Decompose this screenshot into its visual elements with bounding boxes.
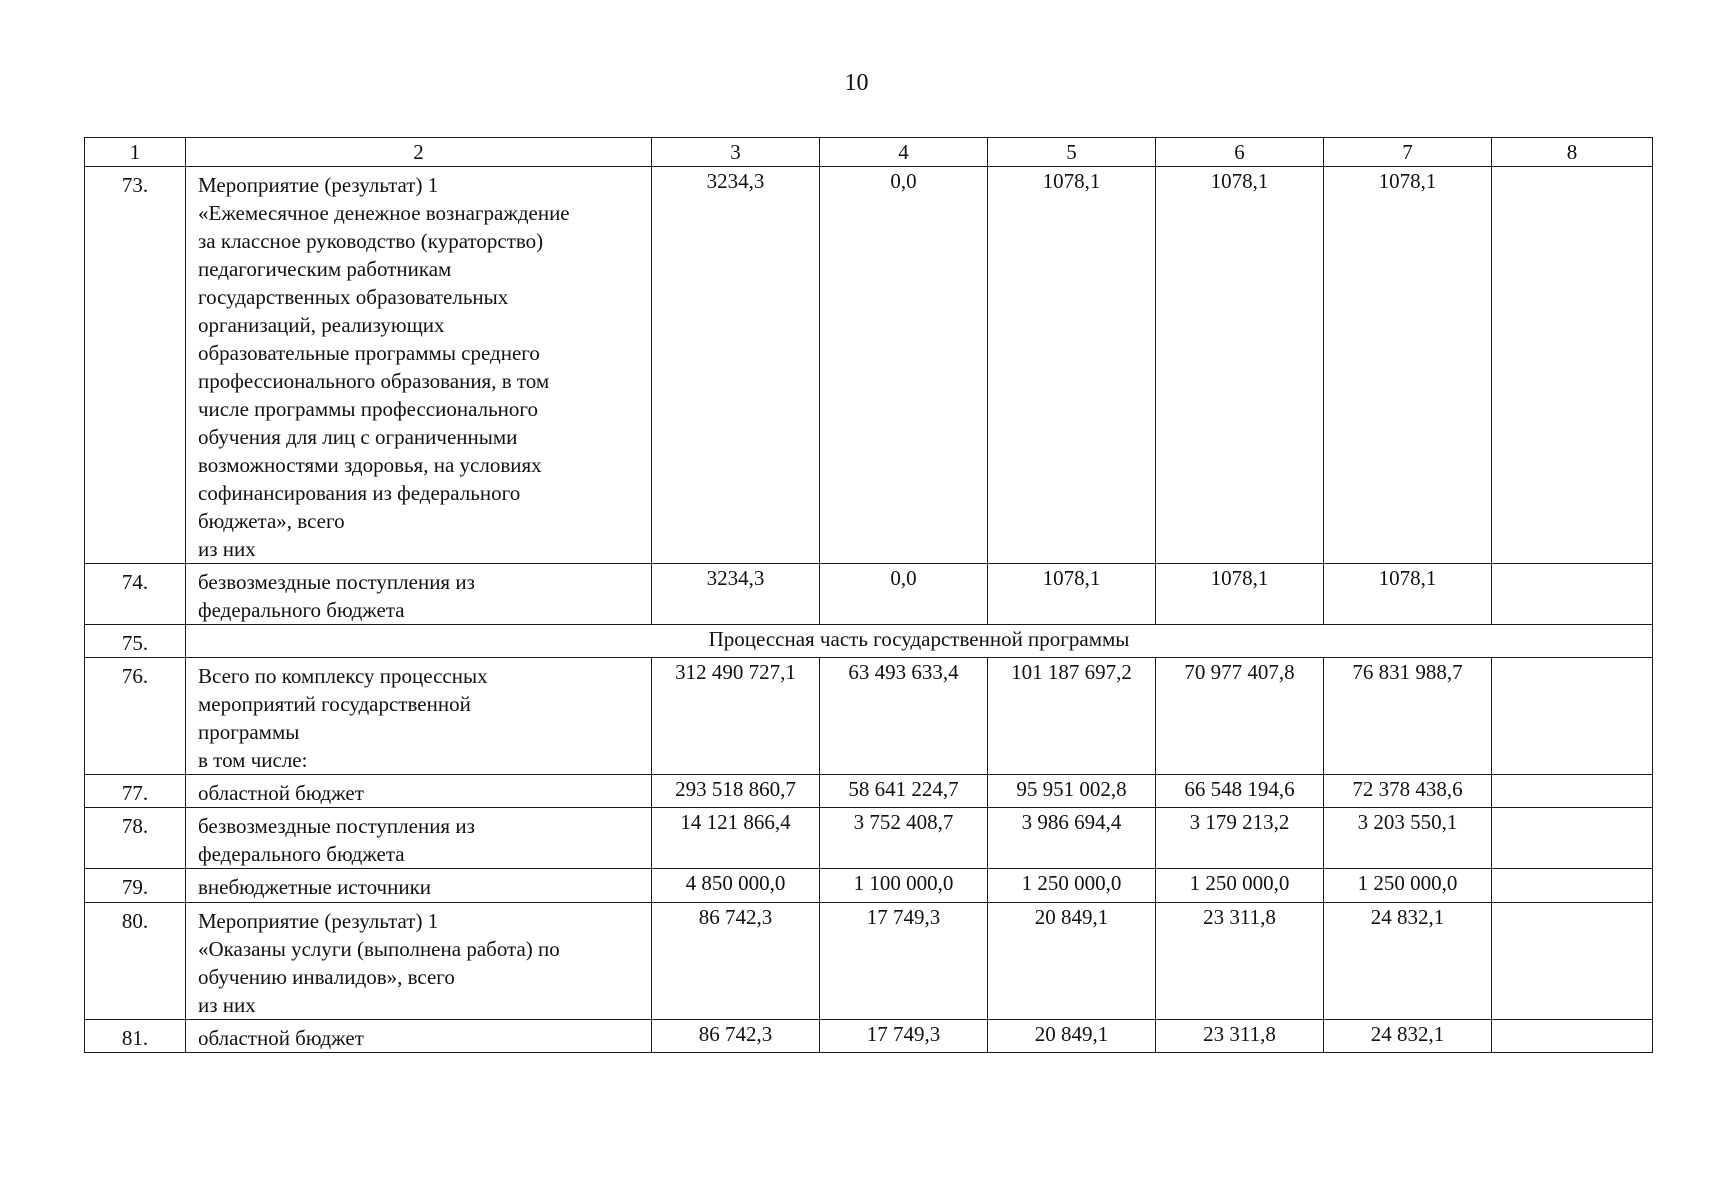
section-title: Процессная часть государственной программы (186, 625, 1653, 658)
table-row (85, 167, 1653, 564)
row-description (186, 564, 652, 625)
description-line: федерального бюджета (198, 842, 405, 866)
row-number: 75. (85, 625, 186, 658)
row-number: 81. (85, 1020, 186, 1053)
value-cell-col-6: 1078,1 (1156, 564, 1324, 625)
row-number: 80. (85, 903, 186, 1020)
value-cell-col-3: 312 490 727,1 (652, 658, 820, 775)
value-cell-col-4: 1 100 000,0 (820, 869, 988, 903)
header-cell: 1 (85, 138, 186, 167)
value-cell-col-4: 3 752 408,7 (820, 808, 988, 869)
value-cell-col-6: 23 311,8 (1156, 1020, 1324, 1053)
row-description (186, 869, 652, 903)
header-cell: 2 (186, 138, 652, 167)
value-cell-col-8 (1492, 903, 1653, 1020)
description-line: обучению инвалидов», всего (198, 965, 455, 989)
value-cell-col-3: 3234,3 (652, 564, 820, 625)
row-description (186, 808, 652, 869)
description-line: числе программы профессионального (198, 397, 538, 421)
value-cell-col-6: 1 250 000,0 (1156, 869, 1324, 903)
value-cell-col-7: 76 831 988,7 (1324, 658, 1492, 775)
value-cell-col-3: 86 742,3 (652, 1020, 820, 1053)
table-row (85, 564, 1653, 625)
value-cell-col-5: 1 250 000,0 (988, 869, 1156, 903)
value-cell-col-7: 1078,1 (1324, 167, 1492, 564)
value-cell-col-5: 95 951 002,8 (988, 775, 1156, 808)
value-cell-col-7: 1078,1 (1324, 564, 1492, 625)
value-cell-col-7: 24 832,1 (1324, 903, 1492, 1020)
row-number: 76. (85, 658, 186, 775)
value-cell-col-4: 58 641 224,7 (820, 775, 988, 808)
description-line: областной бюджет (198, 1026, 364, 1050)
description-line: государственных образовательных (198, 285, 509, 309)
description-line: в том числе: (198, 748, 308, 772)
description-line: программы (198, 720, 300, 744)
header-cell: 3 (652, 138, 820, 167)
description-line: областной бюджет (198, 781, 364, 805)
value-cell-col-6: 23 311,8 (1156, 903, 1324, 1020)
value-cell-col-5: 101 187 697,2 (988, 658, 1156, 775)
row-description (186, 903, 652, 1020)
header-cell: 4 (820, 138, 988, 167)
value-cell-col-6: 70 977 407,8 (1156, 658, 1324, 775)
description-line: Мероприятие (результат) 1 (198, 909, 439, 933)
value-cell-col-8 (1492, 869, 1653, 903)
row-number: 77. (85, 775, 186, 808)
table-row (85, 869, 1653, 903)
value-cell-col-8 (1492, 658, 1653, 775)
row-number: 78. (85, 808, 186, 869)
row-number: 74. (85, 564, 186, 625)
value-cell-col-5: 1078,1 (988, 564, 1156, 625)
value-cell-col-5: 3 986 694,4 (988, 808, 1156, 869)
value-cell-col-4: 63 493 633,4 (820, 658, 988, 775)
description-line: обучения для лиц с ограниченными (198, 425, 518, 449)
description-line: «Оказаны услуги (выполнена работа) по (198, 937, 560, 961)
description-line: бюджета», всего (198, 509, 345, 533)
value-cell-col-5: 20 849,1 (988, 1020, 1156, 1053)
budget-table (84, 137, 1653, 1053)
description-line: профессионального образования, в том (198, 369, 550, 393)
row-description (186, 1020, 652, 1053)
description-line: внебюджетные источники (198, 875, 432, 899)
value-cell-col-7: 24 832,1 (1324, 1020, 1492, 1053)
value-cell-col-4: 0,0 (820, 564, 988, 625)
description-line: за классное руководство (кураторство) (198, 229, 544, 253)
value-cell-col-3: 86 742,3 (652, 903, 820, 1020)
description-line: «Ежемесячное денежное вознаграждение (198, 201, 570, 225)
value-cell-col-8 (1492, 167, 1653, 564)
table-row (85, 808, 1653, 869)
value-cell-col-5: 1078,1 (988, 167, 1156, 564)
value-cell-col-7: 1 250 000,0 (1324, 869, 1492, 903)
value-cell-col-7: 72 378 438,6 (1324, 775, 1492, 808)
value-cell-col-8 (1492, 564, 1653, 625)
description-line: из них (198, 537, 256, 561)
value-cell-col-4: 17 749,3 (820, 903, 988, 1020)
value-cell-col-6: 3 179 213,2 (1156, 808, 1324, 869)
description-line: федерального бюджета (198, 598, 405, 622)
row-description (186, 658, 652, 775)
header-cell: 8 (1492, 138, 1653, 167)
value-cell-col-8 (1492, 775, 1653, 808)
value-cell-col-6: 1078,1 (1156, 167, 1324, 564)
table-row (85, 625, 1653, 658)
description-line: мероприятий государственной (198, 692, 471, 716)
header-row (85, 138, 1653, 167)
value-cell-col-8 (1492, 808, 1653, 869)
row-description (186, 775, 652, 808)
row-description (186, 167, 652, 564)
header-cell: 5 (988, 138, 1156, 167)
table-row (85, 658, 1653, 775)
value-cell-col-4: 17 749,3 (820, 1020, 988, 1053)
description-line: безвозмездные поступления из (198, 814, 475, 838)
value-cell-col-3: 293 518 860,7 (652, 775, 820, 808)
value-cell-col-7: 3 203 550,1 (1324, 808, 1492, 869)
description-line: педагогическим работникам (198, 257, 452, 281)
value-cell-col-5: 20 849,1 (988, 903, 1156, 1020)
description-line: Мероприятие (результат) 1 (198, 173, 439, 197)
value-cell-col-3: 4 850 000,0 (652, 869, 820, 903)
row-number: 73. (85, 167, 186, 564)
value-cell-col-4: 0,0 (820, 167, 988, 564)
description-line: Всего по комплексу процессных (198, 664, 488, 688)
description-line: возможностями здоровья, на условиях (198, 453, 542, 477)
description-line: организаций, реализующих (198, 313, 445, 337)
value-cell-col-3: 14 121 866,4 (652, 808, 820, 869)
description-line: образовательные программы среднего (198, 341, 540, 365)
description-line: из них (198, 993, 256, 1017)
table-row (85, 903, 1653, 1020)
description-line: софинансирования из федерального (198, 481, 521, 505)
header-cell: 7 (1324, 138, 1492, 167)
row-number: 79. (85, 869, 186, 903)
table-row (85, 775, 1653, 808)
table-body (85, 138, 1653, 1053)
value-cell-col-8 (1492, 1020, 1653, 1053)
value-cell-col-6: 66 548 194,6 (1156, 775, 1324, 808)
header-cell: 6 (1156, 138, 1324, 167)
description-line: безвозмездные поступления из (198, 570, 475, 594)
table-row (85, 1020, 1653, 1053)
value-cell-col-3: 3234,3 (652, 167, 820, 564)
page-number: 10 (844, 70, 869, 96)
